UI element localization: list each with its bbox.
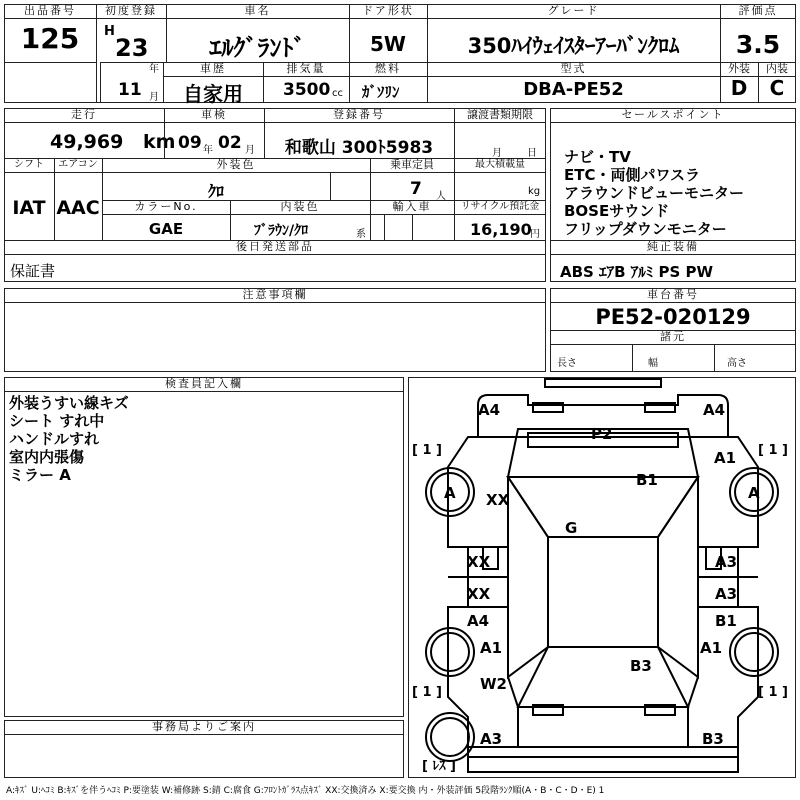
mark-a1-left: A1 (480, 639, 503, 657)
interior-color: ﾌﾞﾗｳﾝ/ｸﾛ (254, 223, 309, 239)
lot-label: 出品番号 (4, 4, 96, 19)
car-name: ｴﾙｸﾞﾗﾝﾄﾞ (209, 34, 306, 62)
sales-point: ETC・両側パワスラ (564, 166, 701, 184)
mileage: 49,969 (50, 131, 124, 153)
insp-year-unit: 年 (203, 145, 213, 156)
history-label: 車歴 (163, 62, 263, 77)
mileage-unit: km (143, 131, 176, 153)
color-label: 外装色 (102, 158, 370, 173)
mileage-label: 走行 (4, 108, 164, 123)
door-label: ドア形状 (349, 4, 427, 19)
equipment: ABS ｴｱB ｱﾙﾐ PS PW (560, 263, 714, 281)
mark-xx-mid: XX (467, 553, 491, 571)
mark-xx-front: XX (486, 491, 510, 509)
lot-number: 125 (20, 22, 80, 55)
deadline-day-unit: 日 (527, 148, 537, 159)
mark-b3: B3 (630, 657, 652, 675)
load-label: 最大積載量 (454, 158, 546, 173)
ac-label: エアコン (54, 158, 102, 173)
mark-a4-right: A4 (703, 401, 726, 419)
mark-a1-front-right: A1 (714, 449, 737, 467)
car-name-label: 車名 (166, 4, 349, 19)
deadline-month-unit: 月 (492, 148, 502, 159)
inspection-month: 02 (218, 133, 242, 153)
tire-bracket-front-right: [ 1 ] (758, 443, 788, 458)
first-reg-month: 11 (118, 80, 142, 100)
inspector-note: 外装うすい線キズ (9, 394, 129, 412)
load-unit: kg (528, 186, 541, 197)
tire-bracket-rear-right: [ 1 ] (758, 685, 788, 700)
model-label: 型式 (427, 62, 720, 77)
tire-bracket-rear-left: [ 1 ] (412, 685, 442, 700)
color-number: GAE (148, 220, 184, 238)
score: 3.5 (735, 30, 781, 59)
sales-point: フリップダウンモニター (564, 220, 727, 238)
spare-tire-mark: [ ﾚｽ ] (422, 759, 456, 774)
mark-b1-top: B1 (636, 471, 658, 489)
equipment-label: 純正装備 (550, 240, 796, 255)
exterior-color: ｸﾛ (207, 182, 224, 201)
mark-g: G (565, 519, 578, 537)
sales-points-list (564, 148, 744, 238)
sales-point: アラウンドビューモニター (564, 184, 745, 202)
mark-a3-low: A3 (715, 585, 738, 603)
mark-b3-rear-right: B3 (702, 730, 724, 748)
mark-a4-left: A4 (478, 401, 501, 419)
deadline-label: 譲渡書類期限 (454, 108, 546, 123)
interior-grade: C (769, 76, 785, 100)
mark-w2: W2 (480, 675, 507, 693)
capacity: 7 (410, 179, 422, 199)
exterior-label: 外装 (720, 62, 758, 77)
sales-points-label: セールスポイント (550, 108, 796, 123)
mark-a3-rear-left: A3 (480, 730, 503, 748)
door-type: 5W (370, 32, 406, 56)
dims-height: 高さ (727, 358, 747, 369)
tire-bracket-front-left: [ 1 ] (412, 443, 442, 458)
displacement-label: 排気量 (263, 62, 349, 77)
dims-label: 諸元 (550, 330, 796, 345)
grade: 350ﾊｲｳｪｲｽﾀｰｱｰﾊﾞﾝｸﾛﾑ (467, 34, 680, 58)
recycle-unit: 円 (530, 229, 540, 240)
first-reg-year: 23 (115, 34, 149, 62)
inspector-note: ハンドルすれ (9, 430, 100, 448)
later-parts-label: 後日発送部品 (4, 240, 546, 255)
import-label: 輸入車 (370, 200, 454, 215)
grade-label: グレード (427, 4, 720, 19)
int-color-label: 内装色 (230, 200, 370, 215)
damage-diagram (408, 377, 796, 778)
exterior-grade: D (730, 76, 748, 100)
plate-label: 登録番号 (264, 108, 454, 123)
shift-label: シフト (4, 158, 54, 173)
chassis-label: 車台番号 (550, 288, 796, 303)
inspection-label: 車検 (164, 108, 264, 123)
later-parts-value: 保証書 (10, 262, 56, 280)
month-unit: 月 (149, 92, 159, 103)
legend: A:ｷｽﾞ U:ﾍｺﾐ B:ｷｽﾞを伴うﾍｺﾐ P:要塗装 W:補修跡 S:錆 C:腐食 G:ﾌﾛﾝﾄｶﾞﾗｽ点ｷｽﾞ XX:交換済み X:要交換 内・外装評価 5段階ﾗﾝｸ順(A・B・C・D・E) 1 (6, 786, 605, 796)
mark-a1-right: A1 (700, 639, 723, 657)
fuel: ｶﾞｿﾘﾝ (362, 83, 400, 101)
year-unit: 年 (149, 64, 159, 75)
mark-xx-low: XX (467, 585, 491, 603)
fuel-label: 燃料 (349, 62, 427, 77)
dims-width: 幅 (648, 358, 658, 369)
plate-number: 和歌山 300ﾄ5983 (284, 138, 434, 158)
caution-label: 注意事項欄 (4, 288, 546, 303)
mark-b1-low: B1 (715, 612, 737, 630)
insp-month-unit: 月 (245, 145, 255, 156)
history: 自家用 (183, 82, 243, 106)
score-label: 評価点 (720, 4, 796, 19)
capacity-label: 乗車定員 (370, 158, 454, 173)
first-reg-label: 初度登録 (96, 4, 166, 19)
sales-point: ナビ・TV (564, 148, 631, 166)
recycle-fee: 16,190 (470, 220, 532, 239)
color-no-label: カラーNo. (102, 200, 230, 215)
inspector-label: 検査員記入欄 (4, 377, 404, 392)
inspector-note: シート すれ中 (9, 412, 105, 430)
displacement: 3500 (283, 80, 331, 100)
model: DBA-PE52 (523, 79, 624, 100)
inspector-notes (9, 394, 129, 484)
dims-length: 長さ (557, 358, 577, 369)
inspector-note: 室内内張傷 (9, 448, 85, 466)
inspector-note: ミラー A (9, 466, 71, 484)
inspection-year: 09 (178, 133, 202, 153)
mark-tire-front-left: A (444, 484, 456, 502)
era: H (104, 24, 115, 39)
air-conditioner: AAC (56, 197, 100, 219)
mark-tire-front-right: A (748, 484, 760, 502)
recycle-label: リサイクル預託金 (454, 200, 546, 215)
sales-point: BOSEサウンド (564, 202, 670, 220)
int-color-suffix: 系 (356, 229, 366, 240)
capacity-unit: 人 (436, 191, 446, 202)
mark-p2: P2 (591, 425, 613, 443)
shift: IAT (12, 197, 46, 219)
mark-a3-mid: A3 (715, 553, 738, 571)
interior-label: 内装 (758, 62, 796, 77)
chassis-number: PE52-020129 (595, 305, 751, 329)
displacement-unit: cc (332, 88, 343, 99)
mark-a4-low: A4 (467, 612, 490, 630)
office-label: 事務局よりご案内 (4, 720, 404, 735)
